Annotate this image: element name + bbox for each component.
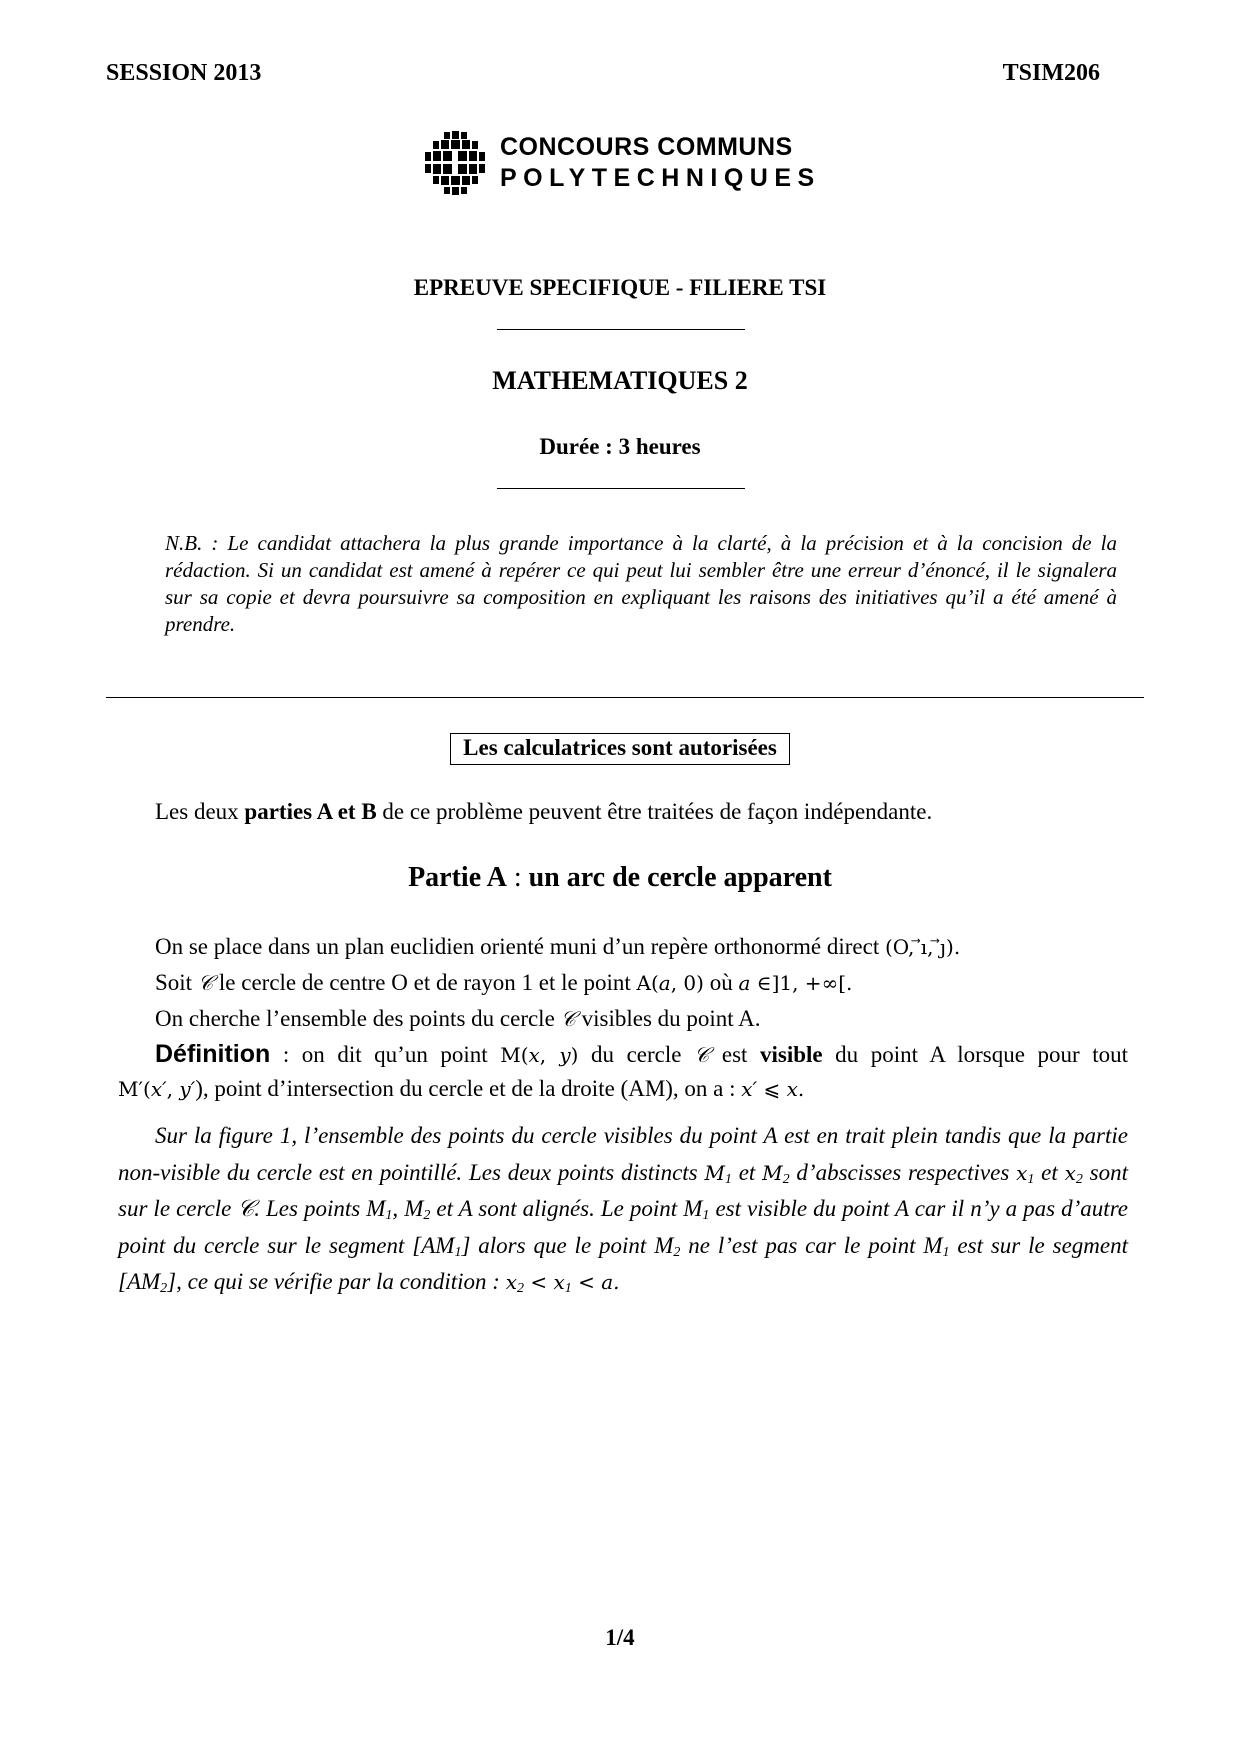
definition: Définition : on dit qu’un point M(x, y) du cercle 𝒞 est visible du point A lorsque pour tout M′(x′, y′), point d’intersection du cercle et de la droite (AM), on a : x′ ⩽ x.: [118, 1040, 1128, 1101]
ccp-globe-icon: [420, 130, 490, 196]
logo-line2: POLYTECHNIQUES: [500, 164, 821, 192]
part-a-line3: On cherche l’ensemble des points du cercle 𝒞 visibles du point A.: [155, 1006, 761, 1031]
part-a-line2: Soit 𝒞 le cercle de centre O et de rayon 1 et le point A(a, 0) où a ∈]1, +∞[.: [155, 970, 853, 995]
divider: [497, 488, 745, 489]
divider: [497, 329, 745, 330]
subject-title: MATHEMATIQUES 2: [492, 366, 748, 395]
exam-code: TSIM206: [1002, 60, 1100, 86]
duration: Durée : 3 heures: [539, 434, 701, 459]
figure-description: Sur la figure 1, l’ensemble des points du cercle visibles du point A est en trait plein tandis que la partie non-visible du cercle est en pointillé. Les deux points distincts $M_1$ et $M_2$ d’abscisses respectives $x_1$ et $x_2$ sont sur le cercle 𝒞. Les points $M_1$, $M_2$ et A sont alignés. Le point $M_1$ est visible du point A car il n’y a pas d’autre point du cercle sur le segment $[AM_1]$ alors que le point $M_2$ ne l’est pas car le point $M_1$ est sur le segment $[AM_2]$, ce qui se vérifie par la condition : $x_2 < x_1 < a$.: [118, 1123, 1128, 1296]
logo-line1: CONCOURS COMMUNS: [500, 133, 793, 161]
definition-label: Définition: [155, 1040, 271, 1068]
session-label: SESSION 2013: [106, 60, 262, 86]
page-number: 1/4: [605, 1625, 635, 1650]
ccp-logo: [420, 130, 820, 200]
part-a-title: Partie A : un arc de cercle apparent: [408, 862, 832, 893]
section-divider: [106, 697, 1144, 698]
intro-line: Les deux parties A et B de ce problème peuvent être traitées de façon indépendante.: [155, 799, 933, 824]
part-a-line1: On se place dans un plan euclidien orienté muni d’un repère orthonormé direct (O, ⃗ı, ⃗ȷ).: [155, 934, 961, 959]
epreuve-title: EPREUVE SPECIFIQUE - FILIERE TSI: [413, 275, 827, 300]
nb-paragraph: N.B. : Le candidat attachera la plus grande importance à la clarté, à la précision et à la concision de la rédaction. Si un candidat est amené à repérer ce qui peut lui sembler être une erreur d’énoncé, il le signalera sur sa copie et devra poursuivre sa composition en expliquant les raisons des initiatives qu’il a été amené à prendre.: [165, 531, 1117, 636]
calculators-notice: Les calculatrices sont autorisées: [450, 733, 790, 765]
logo-text: [500, 132, 821, 194]
calculators-notice-wrap: [0, 733, 1240, 765]
